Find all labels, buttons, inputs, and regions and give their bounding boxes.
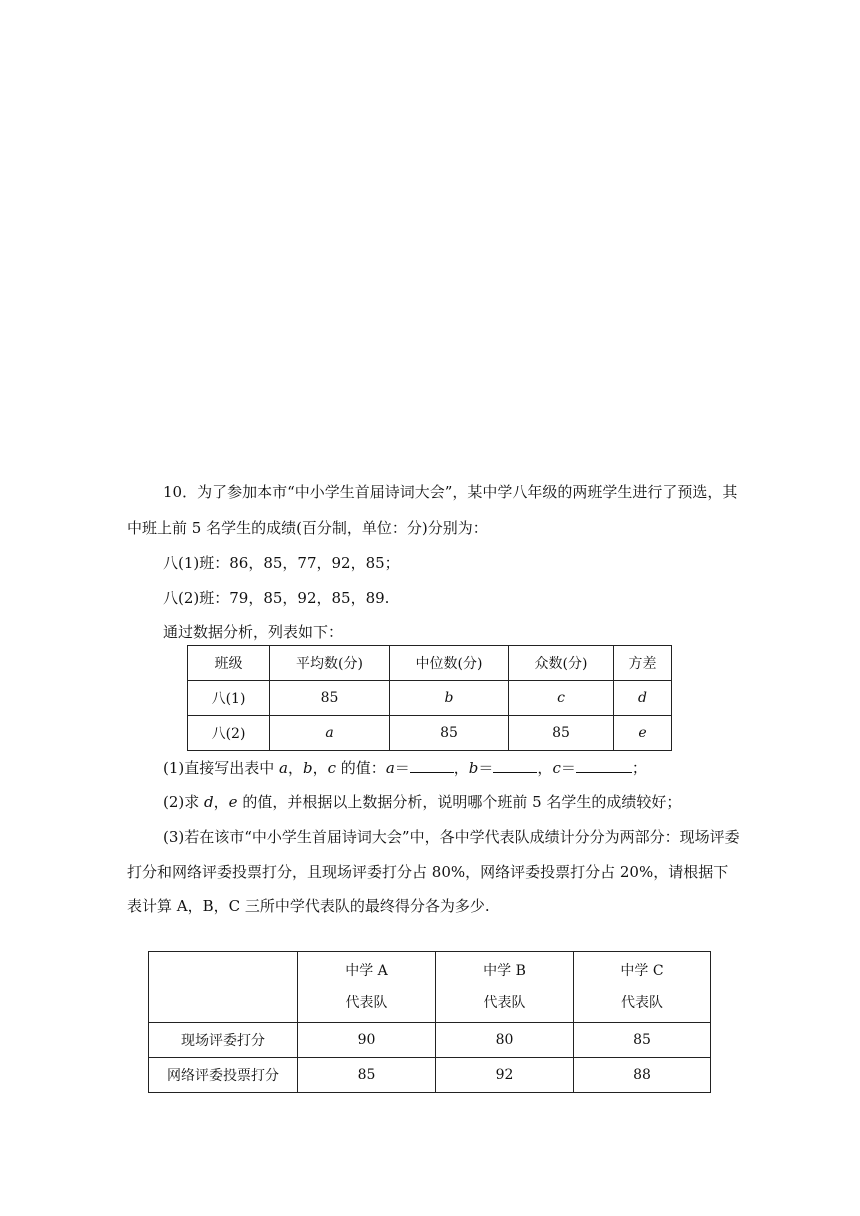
header-line: 中学 C [620, 963, 664, 979]
table-cell: 80 [436, 1023, 574, 1058]
stats-table [187, 645, 672, 751]
table-header-cell [436, 952, 574, 1023]
table-intro: 通过数据分析，列表如下： [163, 623, 344, 641]
question-2 [163, 792, 681, 812]
table-row [149, 1023, 711, 1058]
table-header-row [149, 952, 711, 1023]
table-cell: 八(2) [188, 716, 270, 751]
question-1 [163, 758, 647, 778]
table-cell: 85 [298, 1058, 436, 1093]
q1-text: (1)直接写出表中 [163, 759, 280, 777]
table-cell: c [509, 681, 614, 716]
answer-blank-a[interactable] [410, 758, 454, 773]
q2-text: 的值，并根据以上数据分析，说明哪个班前 5 名学生的成绩较好； [237, 793, 682, 811]
table-cell: d [614, 681, 672, 716]
table-cell: a [270, 716, 390, 751]
q2-text: (2)求 [163, 793, 205, 811]
table-header-cell: 平均数(分) [270, 646, 390, 681]
question-3-line-3: 表计算 A，B，C 三所中学代表队的最终得分各为多少. [127, 897, 490, 915]
q1-end: ； [631, 759, 647, 777]
table-cell: 88 [574, 1058, 711, 1093]
q1-sep: ， [537, 759, 553, 777]
table-cell: 85 [574, 1023, 711, 1058]
table-row [188, 716, 672, 751]
table-header-cell: 班级 [188, 646, 270, 681]
question-3-line-2: 打分和网络评委投票打分，且现场评委打分占 80%，网络评委投票打分占 20%，请根据下 [127, 863, 729, 881]
answer-blank-b[interactable] [493, 758, 537, 773]
var-c: c [327, 759, 337, 777]
var-e: e [228, 793, 238, 811]
table-cell: b [390, 681, 509, 716]
table-header-cell [574, 952, 711, 1023]
header-line: 中学 B [483, 963, 526, 979]
table-corner-cell [149, 952, 298, 1023]
table-cell: 八(1) [188, 681, 270, 716]
table-header-cell: 方差 [614, 646, 672, 681]
question-3-line-1: (3)若在该市“中小学生首届诗词大会”中，各中学代表队成绩计分分为两部分：现场评委 [163, 828, 740, 846]
class1-scores: 八(1)班：86，85，77，92，85； [163, 554, 400, 572]
table-header-cell [298, 952, 436, 1023]
row-label: 网络评委投票打分 [149, 1058, 298, 1093]
header-line: 代表队 [345, 995, 388, 1011]
table-row [188, 681, 672, 716]
q1-sep: ， [312, 759, 328, 777]
problem-line-2: 中班上前 5 名学生的成绩(百分制，单位：分)分别为： [127, 519, 488, 537]
table-header-cell: 众数(分) [509, 646, 614, 681]
q1-sep: ， [287, 759, 303, 777]
class2-scores: 八(2)班：79，85，92，85，89. [163, 589, 390, 607]
table-row [149, 1058, 711, 1093]
header-line: 代表队 [621, 995, 663, 1011]
header-line: 代表队 [483, 995, 526, 1011]
answer-blank-c[interactable] [576, 758, 632, 773]
q1-sep: ， [453, 759, 469, 777]
table-cell: 85 [509, 716, 614, 751]
score-table [148, 951, 711, 1093]
var-d: d [204, 793, 214, 811]
table-header-row [188, 646, 672, 681]
table-cell: 85 [390, 716, 509, 751]
var-b: b [468, 759, 479, 777]
table-cell: e [614, 716, 672, 751]
problem-line-1: 10．为了参加本市“中小学生首届诗词大会”，某中学八年级的两班学生进行了预选，其 [163, 483, 738, 501]
table-cell: 90 [298, 1023, 436, 1058]
var-a: a [385, 759, 395, 777]
row-label: 现场评委打分 [149, 1023, 298, 1058]
equals-sign: ＝ [394, 759, 410, 777]
var-a: a [279, 759, 288, 777]
var-c: c [552, 759, 561, 777]
table-cell: 92 [436, 1058, 574, 1093]
table-header-cell: 中位数(分) [390, 646, 509, 681]
var-b: b [303, 759, 313, 777]
table-cell: 85 [270, 681, 390, 716]
q1-text: 的值： [336, 759, 386, 777]
equals-sign: ＝ [478, 759, 494, 777]
equals-sign: ＝ [560, 759, 576, 777]
header-line: 中学 A [345, 963, 388, 979]
q2-sep: ， [213, 793, 229, 811]
